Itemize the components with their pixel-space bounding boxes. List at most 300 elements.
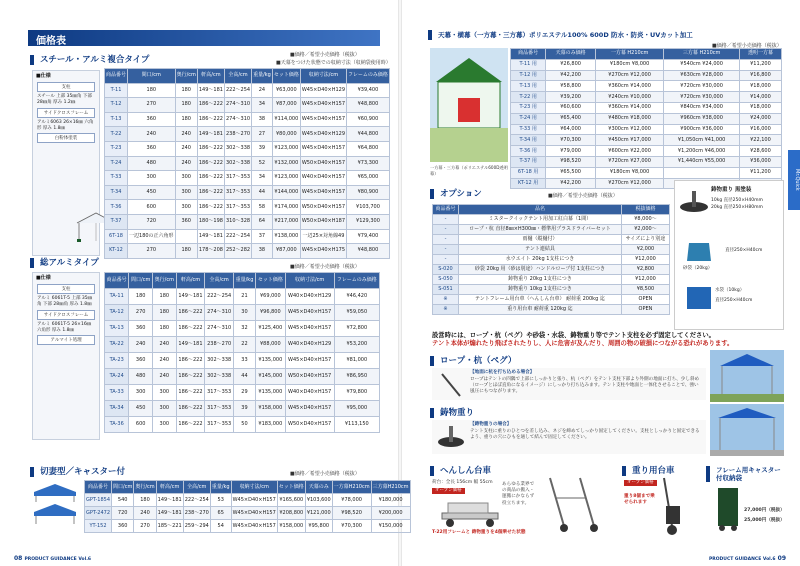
table-row <box>105 289 380 305</box>
table-cell: ¥58,800 <box>546 81 596 92</box>
table-cell: 240 <box>153 353 177 369</box>
table-cell: YT-152 <box>85 520 112 533</box>
table-row <box>433 235 670 245</box>
table-cell: 33 <box>234 353 256 369</box>
table-cell: ¥53,200 <box>334 337 379 353</box>
table-cell: 52 <box>252 156 273 171</box>
table-cell: 240 <box>153 369 177 385</box>
table-cell: W45×D40×H175 <box>300 244 346 259</box>
table-cell: ¥103,600 <box>305 494 332 507</box>
table-cell: 37 <box>252 229 273 244</box>
weight-20: 20kg 直径250×H80mm <box>711 205 763 210</box>
rope-title: ロープ・杭（ペグ） <box>430 356 516 366</box>
table-header-cell: 収納寸法/cm <box>300 69 346 84</box>
table-cell: ミスタークイックテント用加工紅白幕（1間） <box>458 215 621 225</box>
table-cell: 186〜222 <box>176 417 205 433</box>
table-header-cell: 品名 <box>458 205 621 215</box>
table-cell: ¥16,800 <box>739 70 781 81</box>
table-cell: 317〜353 <box>205 417 234 433</box>
table-cell: 149〜181 <box>156 494 183 507</box>
caster-title: フレーム用キャスター付収納袋 <box>706 466 786 482</box>
table-cell: ¥22,100 <box>739 135 781 146</box>
table-cell: ¥39,400 <box>347 83 390 98</box>
table-cell: ¥95,000 <box>334 401 379 417</box>
table-cell: 240 <box>128 127 176 142</box>
table-cell: W45×D40×H157 <box>285 353 334 369</box>
table-header-row <box>511 49 782 60</box>
table-cell: 240 <box>129 337 153 353</box>
table-cell: 300 <box>153 385 177 401</box>
table-cell: ¥1,200cm ¥46,000 <box>664 146 740 157</box>
table-header-cell: 透明一方幕 <box>739 49 781 60</box>
table-row <box>105 321 380 337</box>
table-header-cell: 一方幕H210cm <box>332 481 371 494</box>
table-cell: KT-12 <box>105 244 128 259</box>
table-cell: 186〜222 <box>197 141 224 156</box>
table-cell: 360 <box>129 321 153 337</box>
table-row <box>105 127 390 142</box>
table-cell: ¥14,000 <box>739 92 781 103</box>
table-cell: ¥42,200 <box>546 70 596 81</box>
omori-cart-image <box>656 476 686 536</box>
table-cell: 274〜310 <box>224 98 251 113</box>
table-cell: ¥42,200 <box>546 178 596 189</box>
table-cell: 186〜222 <box>197 156 224 171</box>
table-cell: 317〜353 <box>224 200 251 215</box>
alu-spec-side-text: アルミ 6061T-5 26×16㎜ 六角形 厚み 1.8㎜ <box>37 321 92 333</box>
table-cell: 雨樋（縦樋付） <box>458 235 621 245</box>
table-cell: T-36 用 <box>511 146 546 157</box>
table-cell: W45×D40×H129 <box>300 83 346 98</box>
table-header-cell: 間口/cm <box>129 273 153 289</box>
section-title: 価格表 <box>28 30 380 46</box>
rope-sub: 【地面に杭を打ち込める場合】 <box>470 370 535 375</box>
table-header-cell: フレームのみ価格 <box>347 69 390 84</box>
table-cell: - <box>433 215 459 225</box>
table-cell: 6T-18 <box>105 229 128 244</box>
setup-warning <box>432 332 782 348</box>
omori-cart-note: 重り8個まで乗せられます <box>624 494 655 506</box>
table-cell: 39 <box>234 401 256 417</box>
table-cell: T-34 <box>105 185 128 200</box>
table-cell: ¥79,800 <box>334 385 379 401</box>
weight-icon <box>679 187 709 213</box>
table-header-cell: 商品番号 <box>433 205 459 215</box>
table-cell: 317〜353 <box>205 401 234 417</box>
table-cell: 砂袋 20kg 用（砂は別途）ハンドルロープ付 1支柱につき <box>458 265 621 275</box>
table-row <box>511 113 782 124</box>
table-row <box>511 59 782 70</box>
table-cell: ¥208,800 <box>277 507 305 520</box>
table-cell: T-11 用 <box>511 59 546 70</box>
table-cell: T-13 用 <box>511 81 546 92</box>
table-header-cell: 一方幕 H210cm <box>595 49 663 60</box>
table-cell: ¥48,800 <box>347 244 390 259</box>
table-cell: 317〜353 <box>205 385 234 401</box>
table-cell: 600 <box>128 200 176 215</box>
table-cell: 222〜254 <box>183 494 210 507</box>
footer-left-text: PRODUCT GUIDANCE Vol.6 <box>24 557 92 562</box>
table-cell: ¥86,950 <box>334 369 379 385</box>
table-cell: ¥64,000 <box>546 124 596 135</box>
rope-photo <box>710 350 784 402</box>
table-cell: T-11 <box>105 83 128 98</box>
caster-bag-image <box>716 486 740 532</box>
table-header-row <box>433 205 670 215</box>
peg-icon <box>436 372 466 398</box>
table-cell: 300 <box>129 385 153 401</box>
table-cell: 149〜181 <box>176 337 205 353</box>
table-cell: ¥69,000 <box>255 289 285 305</box>
photo-caption: 一方幕・三方幕（ポリエステル600D透明幕） <box>430 165 508 176</box>
kiri-note: ■価格／希望小売価格（税抜） <box>290 471 360 477</box>
table-cell: T-22 用 <box>511 92 546 103</box>
table-cell: ¥79,000 <box>546 146 596 157</box>
table-cell: ¥1,050cm ¥41,000 <box>664 135 740 146</box>
table-cell: 186〜222 <box>176 401 205 417</box>
table-cell: ¥65,500 <box>546 167 596 178</box>
table-row <box>433 225 670 235</box>
option-images <box>674 180 784 330</box>
table-cell: W45×D40×H157 <box>300 185 346 200</box>
table-row <box>433 255 670 265</box>
table-cell: ¥144,000 <box>272 185 300 200</box>
rope-box <box>432 368 706 400</box>
table-cell: ¥70,300 <box>546 135 596 146</box>
table-cell: 238〜270 <box>183 507 210 520</box>
table-cell: 54 <box>210 520 231 533</box>
table-cell: ¥135,000 <box>255 385 285 401</box>
table-cell: 480 <box>128 156 176 171</box>
table-cell: ¥65,400 <box>546 113 596 124</box>
table-cell: ¥103,700 <box>347 200 390 215</box>
table-cell: ¥72,800 <box>334 321 379 337</box>
table-cell: T-22 <box>105 127 128 142</box>
table-header-cell: 商品番号 <box>85 481 112 494</box>
table-cell: ¥59,050 <box>334 305 379 321</box>
kiri-title: 切妻型／キャスター付 <box>30 467 125 477</box>
table-row <box>433 285 670 295</box>
table-cell: T-34 用 <box>511 135 546 146</box>
table-row <box>85 520 411 533</box>
table-cell: ¥165,600 <box>277 494 305 507</box>
table-cell: ¥98,520 <box>546 156 596 167</box>
table-cell: - <box>433 235 459 245</box>
table-cell: 274〜310 <box>205 321 234 337</box>
table-cell: S-050 <box>433 275 459 285</box>
table-row <box>85 507 411 520</box>
table-cell: ¥95,800 <box>305 520 332 533</box>
table-cell: ¥80,000 <box>272 127 300 142</box>
table-cell: ¥60,900 <box>347 112 390 127</box>
table-cell: ¥129,300 <box>347 214 390 229</box>
table-cell: ¥64,800 <box>347 141 390 156</box>
table-cell: ¥96,800 <box>255 305 285 321</box>
table-cell: ¥87,000 <box>272 98 300 113</box>
table-cell: S-051 <box>433 285 459 295</box>
table-row <box>105 385 380 401</box>
table-cell: TA-33 <box>105 385 129 401</box>
table-row <box>105 214 390 229</box>
table-cell: ¥132,000 <box>272 156 300 171</box>
omori-cart-open: オープン価格 <box>624 480 657 486</box>
omori-text: テント支柱に重りのひとつを差し込み、ネジを締めてしっかり固定してください。支柱としっかりと固定できるよう、重りの穴にひもを通して結んで固定してください。 <box>470 429 700 441</box>
steel-note2: ■天幕をつけた状態での収納寸法（収納袋使用時） <box>276 60 391 66</box>
table-cell: T-24 <box>105 156 128 171</box>
table-cell: 180 <box>134 494 156 507</box>
table-cell: ¥300cm ¥12,000 <box>595 124 663 135</box>
table-cell: ¥360cm ¥14,000 <box>595 102 663 113</box>
table-cell: KT-12 用 <box>511 178 546 189</box>
spec-frame-label: 支柱 <box>37 82 95 92</box>
table-cell: ¥180,000 <box>371 494 410 507</box>
table-header-cell: セット価格 <box>272 69 300 84</box>
page-number-left: 08 <box>14 555 23 562</box>
table-row <box>85 494 411 507</box>
table-row <box>105 171 390 186</box>
table-row <box>105 417 380 433</box>
table-cell: テントフレーム用台車（へんしん台車） 耐荷重 200kg 迄 <box>458 295 621 305</box>
table-cell: ¥480cm ¥18,000 <box>595 113 663 124</box>
table-cell: 149〜181 <box>176 289 205 305</box>
table-cell: W45×D40×H157 <box>231 494 277 507</box>
table-cell: T-33 用 <box>511 124 546 135</box>
table-cell: 720 <box>112 507 134 520</box>
table-cell: ¥1,440cm ¥55,000 <box>664 156 740 167</box>
table-cell: T-37 用 <box>511 156 546 167</box>
table-cell: 240 <box>134 507 156 520</box>
table-cell: ¥114,000 <box>272 112 300 127</box>
table-header-cell: セット価格 <box>255 273 285 289</box>
table-row <box>511 81 782 92</box>
maku-price-table <box>510 48 782 189</box>
table-row <box>511 156 782 167</box>
option-note: ■価格／希望小売価格（税抜） <box>548 193 618 199</box>
table-header-cell: 全高/cm <box>205 273 234 289</box>
table-cell: 22 <box>234 337 256 353</box>
water-label: 水袋（10kg） <box>715 288 745 293</box>
table-cell: 222〜254 <box>224 229 251 244</box>
table-cell: T-13 <box>105 112 128 127</box>
table-cell: ¥180cm ¥8,000 <box>595 167 663 178</box>
table-header-cell: 天幕のみ <box>305 481 332 494</box>
table-cell: ※ <box>433 295 459 305</box>
table-cell: 317〜353 <box>224 185 251 200</box>
henshin-caption: T-22用フレームと 鋳物重りを4個乗せた状態 <box>432 530 526 535</box>
table-cell: 180 <box>153 305 177 321</box>
weight-10: 10kg 直径250×H40mm <box>711 198 763 203</box>
table-cell: ¥87,000 <box>272 244 300 259</box>
table-cell: 300 <box>153 417 177 433</box>
table-cell: ¥720cm ¥27,000 <box>595 156 663 167</box>
table-row <box>511 135 782 146</box>
footer-right <box>709 555 786 562</box>
table-cell: 222〜254 <box>224 83 251 98</box>
table-cell: ¥79,400 <box>347 229 390 244</box>
table-cell: 34 <box>252 171 273 186</box>
table-cell: ¥24,000 <box>739 113 781 124</box>
table-cell: ¥240cm ¥10,000 <box>595 92 663 103</box>
table-cell: 180 <box>128 83 176 98</box>
table-cell: W50×D40×H157 <box>285 369 334 385</box>
table-cell: ¥65,000 <box>347 171 390 186</box>
spec-side-label: サイドクロスフレーム <box>37 108 95 118</box>
table-cell: ¥174,000 <box>272 200 300 215</box>
table-row <box>511 167 782 178</box>
table-cell: W40×D40×H129 <box>285 289 334 305</box>
omori-title: 鋳物重り <box>430 408 474 418</box>
henshin-note: あらゆる業界での商品の搬入・運搬にかならず役立ちます。 <box>502 482 535 506</box>
table-header-cell: 天幕のみ価格 <box>546 49 596 60</box>
table-header-row <box>85 481 411 494</box>
table-cell: 240 <box>175 141 197 156</box>
tent-photo <box>430 48 508 162</box>
table-cell: 180 <box>175 112 197 127</box>
table-cell: 186〜222 <box>197 112 224 127</box>
table-cell: ¥18,000 <box>739 81 781 92</box>
table-cell: 302〜338 <box>205 353 234 369</box>
table-cell: ¥78,000 <box>332 494 371 507</box>
table-cell: 44 <box>252 185 273 200</box>
table-cell: ¥39,200 <box>546 92 596 103</box>
table-cell: ¥270cm ¥12,000 <box>595 178 663 189</box>
table-cell: ¥63,000 <box>272 83 300 98</box>
table-cell: T-36 <box>105 200 128 215</box>
table-cell: 180 <box>175 83 197 98</box>
table-cell: 240 <box>175 156 197 171</box>
table-cell: 274〜310 <box>224 112 251 127</box>
warning-line2: テント本体が煽れたり飛ばされたりし、人に危害が及んだり、周囲の物の破損につながる恐れがあります。 <box>432 340 734 348</box>
kiri-tent-illustration <box>32 482 78 534</box>
table-cell: 270 <box>128 98 176 113</box>
table-row <box>433 215 670 225</box>
table-cell: 149〜181 <box>197 229 224 244</box>
sand-bag-icon <box>685 235 713 263</box>
table-header-cell: 重量/kg <box>252 69 273 84</box>
table-cell: TA-23 <box>105 353 129 369</box>
table-row <box>105 229 390 244</box>
table-cell: 重り用台車 耐荷重 120kg 迄 <box>458 305 621 315</box>
table-cell: ¥270cm ¥12,000 <box>595 70 663 81</box>
weight-title: 鋳物重り 黒塗装 <box>711 187 752 193</box>
table-cell: 29 <box>234 385 256 401</box>
table-cell: TA-13 <box>105 321 129 337</box>
table-cell: 6T-18 用 <box>511 167 546 178</box>
table-cell: 180 <box>129 289 153 305</box>
table-cell: ¥2,800 <box>621 265 669 275</box>
table-header-cell: 全高/cm <box>224 69 251 84</box>
table-header-cell: 軒高/cm <box>197 69 224 84</box>
table-cell: 65 <box>210 507 231 520</box>
table-cell: ¥48,800 <box>347 98 390 113</box>
alu-note: ■価格／希望小売価格（税抜） <box>290 264 360 270</box>
page-number-right: 09 <box>777 555 786 562</box>
table-cell: ¥8,000〜 <box>621 215 669 225</box>
table-cell: TA-12 <box>105 305 129 321</box>
option-title: オプション <box>430 189 482 199</box>
table-header-cell: フレームのみ価格 <box>334 273 379 289</box>
table-cell: T-24 用 <box>511 113 546 124</box>
table-cell: 186〜222 <box>197 185 224 200</box>
table-row <box>105 98 390 113</box>
table-cell: ¥60,600 <box>546 102 596 113</box>
table-cell: TA-34 <box>105 401 129 417</box>
water-bag-icon <box>685 281 713 311</box>
table-cell: ¥8,500 <box>621 285 669 295</box>
caster-price1: 27,000円（税抜） <box>744 508 785 513</box>
table-cell: 252〜282 <box>224 244 251 259</box>
table-cell: ¥200,000 <box>371 507 410 520</box>
table-cell: ¥145,000 <box>255 369 285 385</box>
table-cell: T-12 用 <box>511 70 546 81</box>
table-cell: ¥88,000 <box>255 337 285 353</box>
table-row <box>105 83 390 98</box>
table-cell: 64 <box>252 214 273 229</box>
spec-frame-text: スチール 上部 35㎜角 下部 28㎜角 厚み 1.2㎜ <box>37 94 92 105</box>
table-cell: 480 <box>129 369 153 385</box>
table-cell: T-33 <box>105 171 128 186</box>
alu-price-table <box>104 272 380 433</box>
table-cell: テント連結具 <box>458 245 621 255</box>
table-cell: W45×D40×H157 <box>300 98 346 113</box>
table-row <box>511 102 782 113</box>
table-cell: 222〜254 <box>205 289 234 305</box>
table-row <box>105 244 390 259</box>
table-cell: TA-11 <box>105 289 129 305</box>
table-header-row <box>105 273 380 289</box>
table-cell: ¥900cm ¥36,000 <box>664 124 740 135</box>
table-cell: 240 <box>153 337 177 353</box>
table-cell: 360 <box>112 520 134 533</box>
table-header-cell: 収納寸法/cm <box>285 273 334 289</box>
table-cell: ¥98,520 <box>332 507 371 520</box>
table-cell: 50 <box>234 417 256 433</box>
table-header-cell: 収納寸法/cm <box>231 481 277 494</box>
table-row <box>511 124 782 135</box>
warning-line1: 設営時には、ロープ・杭（ペグ）や砂袋・水袋、鋳物重り等でテント支柱を必ず固定してください。 <box>432 332 715 339</box>
table-cell: 450 <box>129 401 153 417</box>
table-cell: W45×D40×H157 <box>285 321 334 337</box>
table-header-cell: セット価格 <box>277 481 305 494</box>
table-cell: ¥80,900 <box>347 185 390 200</box>
table-row <box>105 185 390 200</box>
caster-price2: 25,000円（税抜） <box>744 518 785 523</box>
table-cell: 450 <box>128 185 176 200</box>
table-cell: 24 <box>252 83 273 98</box>
table-cell: ¥123,000 <box>272 171 300 186</box>
table-cell: 149〜181 <box>197 127 224 142</box>
table-header-row <box>105 69 390 84</box>
table-cell: ¥217,000 <box>272 214 300 229</box>
table-cell: ¥180cm ¥8,000 <box>595 59 663 70</box>
table-cell: 360 <box>128 112 176 127</box>
table-header-cell: 三方幕 H210cm <box>664 49 740 60</box>
table-cell: OPEN <box>621 295 669 305</box>
table-cell: 360 <box>175 214 197 229</box>
table-cell: 180 <box>153 289 177 305</box>
table-cell: W50×D40×H187 <box>300 214 346 229</box>
table-cell: 32 <box>234 321 256 337</box>
spec-paint-label: 白粉体塗装 <box>37 133 95 143</box>
table-cell: T-23 用 <box>511 102 546 113</box>
table-cell: 600 <box>129 417 153 433</box>
table-cell: ¥28,600 <box>739 146 781 157</box>
table-cell: 149〜181 <box>156 507 183 520</box>
table-cell: 270 <box>128 244 176 259</box>
table-cell: T-12 <box>105 98 128 113</box>
table-cell: 186〜222 <box>176 321 205 337</box>
table-cell: ¥123,000 <box>272 141 300 156</box>
